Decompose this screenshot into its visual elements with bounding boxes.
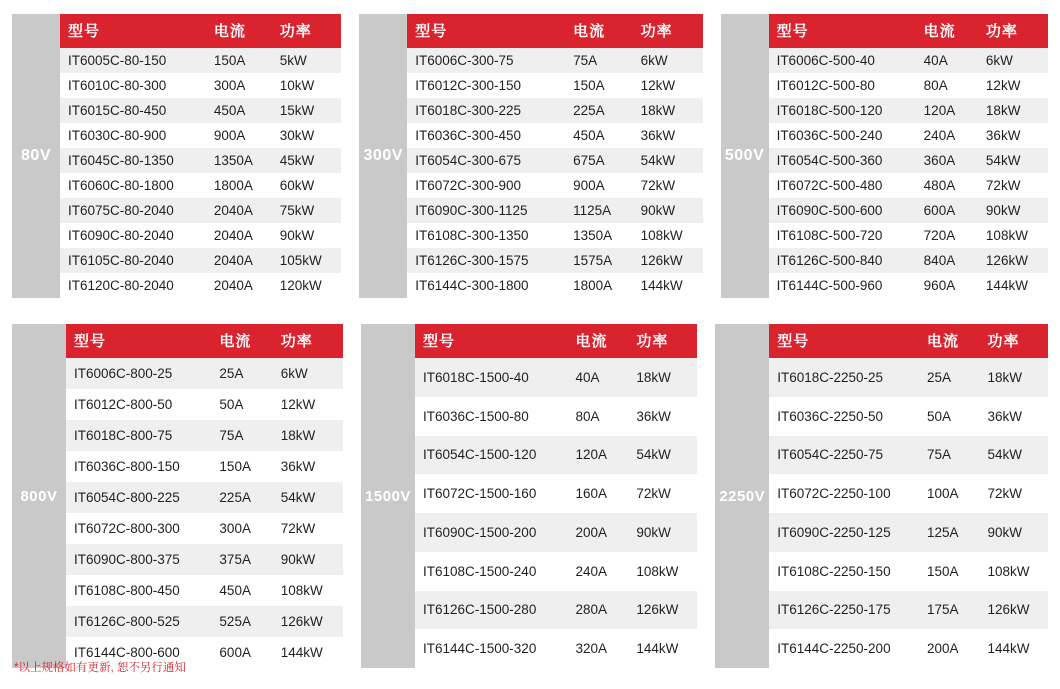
cell-current: 50A xyxy=(211,389,272,420)
table-row xyxy=(407,73,702,98)
spec-table-800v xyxy=(66,324,343,668)
cell-model: IT6072C-1500-160 xyxy=(415,474,567,513)
cell-current: 50A xyxy=(919,397,979,436)
cell-current: 125A xyxy=(919,513,979,552)
table-body xyxy=(415,358,697,668)
cell-current: 840A xyxy=(916,248,978,273)
cell-current: 450A xyxy=(211,575,272,606)
column-header-model: 型号 xyxy=(415,324,567,358)
table-row xyxy=(60,198,341,223)
table-row xyxy=(415,474,697,513)
cell-model: IT6018C-2250-25 xyxy=(769,358,919,397)
cell-power: 54kW xyxy=(633,148,703,173)
table-header-row xyxy=(769,324,1048,358)
cell-current: 160A xyxy=(567,474,628,513)
cell-model: IT6072C-300-900 xyxy=(407,173,565,198)
table-row xyxy=(769,123,1048,148)
table-row xyxy=(66,420,343,451)
cell-current: 40A xyxy=(567,358,628,397)
cell-current: 240A xyxy=(916,123,978,148)
cell-current: 525A xyxy=(211,606,272,637)
spec-table-80v xyxy=(60,14,341,298)
cell-model: IT6075C-80-2040 xyxy=(60,198,206,223)
cell-power: 18kW xyxy=(979,358,1048,397)
spec-group-500v xyxy=(721,14,1048,298)
cell-model: IT6108C-800-450 xyxy=(66,575,211,606)
table-row xyxy=(66,606,343,637)
column-header-power: 功率 xyxy=(273,324,343,358)
spec-group-800v xyxy=(12,324,343,668)
cell-model: IT6126C-500-840 xyxy=(769,248,916,273)
table-row xyxy=(415,513,697,552)
cell-model: IT6054C-800-225 xyxy=(66,482,211,513)
cell-power: 90kW xyxy=(633,198,703,223)
cell-power: 54kW xyxy=(628,436,697,475)
table-row xyxy=(769,273,1048,298)
cell-power: 30kW xyxy=(272,123,341,148)
cell-power: 15kW xyxy=(272,98,341,123)
table-body xyxy=(60,48,341,298)
table-row xyxy=(769,148,1048,173)
table-header-row xyxy=(60,14,341,48)
cell-current: 225A xyxy=(565,98,633,123)
cell-power: 90kW xyxy=(628,513,697,552)
table-row xyxy=(407,148,702,173)
cell-current: 675A xyxy=(565,148,633,173)
cell-power: 90kW xyxy=(272,223,341,248)
voltage-label: 300V xyxy=(359,14,407,298)
cell-model: IT6036C-800-150 xyxy=(66,451,211,482)
cell-current: 80A xyxy=(916,73,978,98)
spec-table-500v xyxy=(769,14,1048,298)
cell-power: 54kW xyxy=(273,482,343,513)
cell-model: IT6010C-80-300 xyxy=(60,73,206,98)
cell-model: IT6126C-800-525 xyxy=(66,606,211,637)
cell-power: 45kW xyxy=(272,148,341,173)
spec-block-1 xyxy=(12,14,1048,298)
cell-power: 72kW xyxy=(273,513,343,544)
cell-power: 108kW xyxy=(628,552,697,591)
cell-power: 6kW xyxy=(273,358,343,389)
cell-model: IT6108C-2250-150 xyxy=(769,552,919,591)
cell-model: IT6090C-300-1125 xyxy=(407,198,565,223)
spec-table-2250v xyxy=(769,324,1048,668)
cell-current: 120A xyxy=(567,436,628,475)
cell-model: IT6018C-800-75 xyxy=(66,420,211,451)
cell-model: IT6006C-800-25 xyxy=(66,358,211,389)
cell-model: IT6045C-80-1350 xyxy=(60,148,206,173)
table-row xyxy=(769,173,1048,198)
cell-model: IT6090C-500-600 xyxy=(769,198,916,223)
cell-current: 480A xyxy=(916,173,978,198)
cell-power: 126kW xyxy=(979,591,1048,630)
cell-model: IT6126C-300-1575 xyxy=(407,248,565,273)
cell-model: IT6126C-1500-280 xyxy=(415,591,567,630)
table-row xyxy=(60,223,341,248)
column-header-power: 功率 xyxy=(633,14,703,48)
cell-model: IT6054C-500-360 xyxy=(769,148,916,173)
cell-model: IT6144C-1500-320 xyxy=(415,629,567,668)
cell-power: 5kW xyxy=(272,48,341,73)
table-body xyxy=(769,358,1048,668)
cell-model: IT6108C-300-1350 xyxy=(407,223,565,248)
cell-current: 175A xyxy=(919,591,979,630)
cell-power: 36kW xyxy=(633,123,703,148)
cell-power: 36kW xyxy=(628,397,697,436)
table-row xyxy=(407,98,702,123)
voltage-label: 1500V xyxy=(361,324,415,668)
cell-current: 720A xyxy=(916,223,978,248)
cell-power: 126kW xyxy=(633,248,703,273)
table-header-row xyxy=(769,14,1048,48)
table-row xyxy=(60,123,341,148)
cell-current: 225A xyxy=(211,482,272,513)
table-row xyxy=(769,552,1048,591)
cell-current: 900A xyxy=(206,123,272,148)
table-row xyxy=(60,73,341,98)
cell-power: 72kW xyxy=(628,474,697,513)
column-header-power: 功率 xyxy=(979,324,1048,358)
cell-current: 450A xyxy=(206,98,272,123)
cell-model: IT6036C-500-240 xyxy=(769,123,916,148)
cell-current: 320A xyxy=(567,629,628,668)
voltage-label: 500V xyxy=(721,14,769,298)
table-row xyxy=(66,358,343,389)
table-row xyxy=(769,48,1048,73)
table-row xyxy=(60,248,341,273)
column-header-current: 电流 xyxy=(211,324,272,358)
cell-power: 105kW xyxy=(272,248,341,273)
column-header-power: 功率 xyxy=(978,14,1048,48)
table-row xyxy=(769,591,1048,630)
table-row xyxy=(407,248,702,273)
cell-power: 75kW xyxy=(272,198,341,223)
cell-current: 375A xyxy=(211,544,272,575)
cell-current: 150A xyxy=(206,48,272,73)
cell-model: IT6054C-2250-75 xyxy=(769,436,919,475)
cell-current: 25A xyxy=(211,358,272,389)
table-row xyxy=(66,513,343,544)
table-body xyxy=(66,358,343,668)
cell-model: IT6144C-300-1800 xyxy=(407,273,565,298)
cell-power: 108kW xyxy=(979,552,1048,591)
table-row xyxy=(415,358,697,397)
cell-model: IT6144C-2250-200 xyxy=(769,629,919,668)
cell-power: 144kW xyxy=(628,629,697,668)
cell-current: 2040A xyxy=(206,198,272,223)
column-header-model: 型号 xyxy=(66,324,211,358)
cell-model: IT6144C-500-960 xyxy=(769,273,916,298)
cell-current: 75A xyxy=(919,436,979,475)
table-row xyxy=(415,629,697,668)
cell-power: 6kW xyxy=(633,48,703,73)
table-row xyxy=(769,198,1048,223)
column-header-current: 电流 xyxy=(565,14,633,48)
table-row xyxy=(66,575,343,606)
spec-block-2 xyxy=(12,324,1048,668)
cell-power: 18kW xyxy=(633,98,703,123)
cell-current: 2040A xyxy=(206,223,272,248)
cell-current: 600A xyxy=(916,198,978,223)
table-row xyxy=(60,48,341,73)
cell-model: IT6144C-800-600 xyxy=(66,637,211,668)
cell-power: 90kW xyxy=(979,513,1048,552)
footnote: *以上规格如有更新, 恕不另行通知 xyxy=(14,662,186,674)
cell-model: IT6018C-1500-40 xyxy=(415,358,567,397)
cell-model: IT6012C-800-50 xyxy=(66,389,211,420)
cell-model: IT6108C-1500-240 xyxy=(415,552,567,591)
cell-model: IT6090C-1500-200 xyxy=(415,513,567,552)
table-row xyxy=(60,173,341,198)
cell-current: 1800A xyxy=(206,173,272,198)
voltage-label: 80V xyxy=(12,14,60,298)
cell-power: 126kW xyxy=(273,606,343,637)
table-row xyxy=(415,552,697,591)
cell-model: IT6105C-80-2040 xyxy=(60,248,206,273)
table-header-row xyxy=(66,324,343,358)
cell-model: IT6006C-300-75 xyxy=(407,48,565,73)
cell-model: IT6030C-80-900 xyxy=(60,123,206,148)
table-row xyxy=(60,273,341,298)
column-header-power: 功率 xyxy=(628,324,697,358)
cell-power: 108kW xyxy=(978,223,1048,248)
table-row xyxy=(769,73,1048,98)
table-row xyxy=(407,273,702,298)
cell-model: IT6090C-800-375 xyxy=(66,544,211,575)
cell-current: 25A xyxy=(919,358,979,397)
cell-model: IT6120C-80-2040 xyxy=(60,273,206,298)
cell-power: 18kW xyxy=(978,98,1048,123)
cell-power: 60kW xyxy=(272,173,341,198)
column-header-model: 型号 xyxy=(769,14,916,48)
cell-power: 108kW xyxy=(633,223,703,248)
cell-current: 300A xyxy=(211,513,272,544)
table-row xyxy=(407,223,702,248)
cell-current: 75A xyxy=(565,48,633,73)
cell-power: 54kW xyxy=(979,436,1048,475)
column-header-model: 型号 xyxy=(60,14,206,48)
cell-power: 144kW xyxy=(633,273,703,298)
cell-current: 75A xyxy=(211,420,272,451)
cell-current: 2040A xyxy=(206,273,272,298)
cell-power: 18kW xyxy=(273,420,343,451)
table-row xyxy=(66,482,343,513)
cell-current: 600A xyxy=(211,637,272,668)
cell-current: 120A xyxy=(916,98,978,123)
cell-model: IT6072C-2250-100 xyxy=(769,474,919,513)
cell-current: 1350A xyxy=(206,148,272,173)
cell-current: 200A xyxy=(919,629,979,668)
cell-power: 120kW xyxy=(272,273,341,298)
cell-power: 10kW xyxy=(272,73,341,98)
table-row xyxy=(415,397,697,436)
column-header-power: 功率 xyxy=(272,14,341,48)
cell-current: 1125A xyxy=(565,198,633,223)
column-header-model: 型号 xyxy=(407,14,565,48)
cell-power: 108kW xyxy=(273,575,343,606)
table-row xyxy=(769,98,1048,123)
table-row xyxy=(407,173,702,198)
cell-model: IT6072C-500-480 xyxy=(769,173,916,198)
table-row xyxy=(60,148,341,173)
cell-current: 200A xyxy=(567,513,628,552)
cell-model: IT6054C-300-675 xyxy=(407,148,565,173)
cell-current: 150A xyxy=(919,552,979,591)
cell-model: IT6018C-500-120 xyxy=(769,98,916,123)
cell-current: 40A xyxy=(916,48,978,73)
cell-model: IT6012C-500-80 xyxy=(769,73,916,98)
cell-current: 900A xyxy=(565,173,633,198)
table-row xyxy=(66,389,343,420)
cell-power: 126kW xyxy=(628,591,697,630)
table-row xyxy=(415,591,697,630)
spec-table-300v xyxy=(407,14,702,298)
cell-model: IT6036C-2250-50 xyxy=(769,397,919,436)
cell-power: 72kW xyxy=(633,173,703,198)
cell-power: 36kW xyxy=(273,451,343,482)
cell-model: IT6012C-300-150 xyxy=(407,73,565,98)
table-row xyxy=(769,223,1048,248)
column-header-current: 电流 xyxy=(916,14,978,48)
table-row xyxy=(769,358,1048,397)
spec-group-1500v xyxy=(361,324,697,668)
cell-model: IT6006C-500-40 xyxy=(769,48,916,73)
cell-power: 18kW xyxy=(628,358,697,397)
table-body xyxy=(769,48,1048,298)
cell-model: IT6090C-80-2040 xyxy=(60,223,206,248)
table-row xyxy=(66,451,343,482)
table-row xyxy=(769,474,1048,513)
table-row xyxy=(407,123,702,148)
cell-power: 12kW xyxy=(978,73,1048,98)
cell-power: 12kW xyxy=(273,389,343,420)
cell-current: 2040A xyxy=(206,248,272,273)
cell-current: 1350A xyxy=(565,223,633,248)
table-row xyxy=(66,544,343,575)
voltage-label: 800V xyxy=(12,324,66,668)
cell-model: IT6060C-80-1800 xyxy=(60,173,206,198)
cell-model: IT6018C-300-225 xyxy=(407,98,565,123)
table-row xyxy=(769,397,1048,436)
cell-power: 144kW xyxy=(273,637,343,668)
cell-current: 450A xyxy=(565,123,633,148)
cell-model: IT6126C-2250-175 xyxy=(769,591,919,630)
cell-model: IT6072C-800-300 xyxy=(66,513,211,544)
cell-power: 126kW xyxy=(978,248,1048,273)
cell-power: 6kW xyxy=(978,48,1048,73)
voltage-label: 2250V xyxy=(715,324,769,668)
cell-model: IT6036C-300-450 xyxy=(407,123,565,148)
cell-current: 100A xyxy=(919,474,979,513)
cell-power: 144kW xyxy=(978,273,1048,298)
cell-model: IT6090C-2250-125 xyxy=(769,513,919,552)
spec-group-80v xyxy=(12,14,341,298)
cell-model: IT6054C-1500-120 xyxy=(415,436,567,475)
cell-power: 36kW xyxy=(979,397,1048,436)
cell-power: 36kW xyxy=(978,123,1048,148)
cell-current: 360A xyxy=(916,148,978,173)
cell-current: 1800A xyxy=(565,273,633,298)
cell-model: IT6036C-1500-80 xyxy=(415,397,567,436)
cell-current: 1575A xyxy=(565,248,633,273)
table-row xyxy=(769,513,1048,552)
cell-current: 280A xyxy=(567,591,628,630)
cell-power: 90kW xyxy=(978,198,1048,223)
table-row xyxy=(769,436,1048,475)
table-header-row xyxy=(415,324,697,358)
cell-current: 150A xyxy=(565,73,633,98)
table-row xyxy=(407,198,702,223)
spec-table-1500v xyxy=(415,324,697,668)
column-header-model: 型号 xyxy=(769,324,919,358)
cell-current: 240A xyxy=(567,552,628,591)
cell-model: IT6015C-80-450 xyxy=(60,98,206,123)
cell-power: 72kW xyxy=(979,474,1048,513)
spec-group-2250v xyxy=(715,324,1048,668)
column-header-current: 电流 xyxy=(919,324,979,358)
spec-group-300v xyxy=(359,14,702,298)
cell-power: 54kW xyxy=(978,148,1048,173)
cell-power: 144kW xyxy=(979,629,1048,668)
cell-model: IT6108C-500-720 xyxy=(769,223,916,248)
table-header-row xyxy=(407,14,702,48)
table-row xyxy=(769,248,1048,273)
column-header-current: 电流 xyxy=(567,324,628,358)
cell-current: 960A xyxy=(916,273,978,298)
cell-power: 72kW xyxy=(978,173,1048,198)
table-row xyxy=(60,98,341,123)
cell-current: 80A xyxy=(567,397,628,436)
cell-model: IT6005C-80-150 xyxy=(60,48,206,73)
table-body xyxy=(407,48,702,298)
table-row xyxy=(415,436,697,475)
table-row xyxy=(407,48,702,73)
cell-current: 300A xyxy=(206,73,272,98)
table-row xyxy=(769,629,1048,668)
cell-power: 12kW xyxy=(633,73,703,98)
cell-power: 90kW xyxy=(273,544,343,575)
column-header-current: 电流 xyxy=(206,14,272,48)
cell-current: 150A xyxy=(211,451,272,482)
